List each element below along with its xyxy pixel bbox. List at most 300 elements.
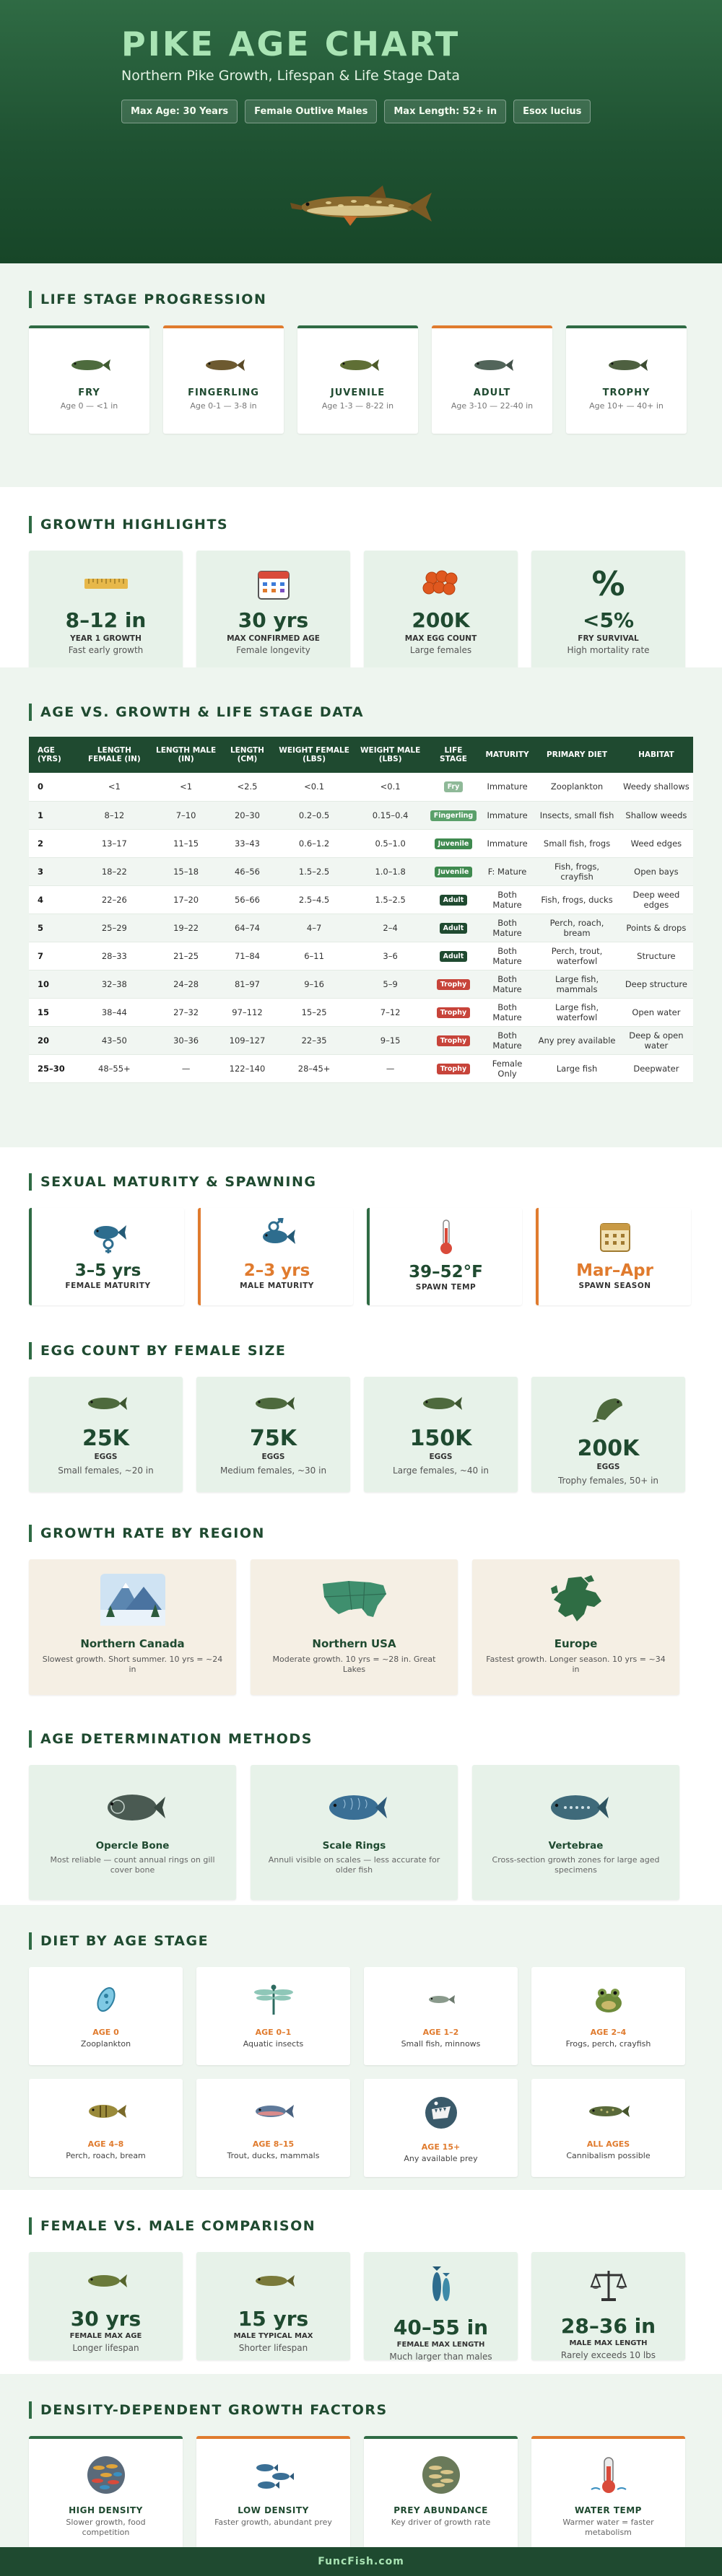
maturity-value: 39–52°F (409, 1263, 483, 1282)
table-cell: Both Mature (480, 942, 534, 970)
table-cell (427, 970, 480, 998)
region-cards (29, 1559, 693, 1695)
table-cell: 20 (29, 1026, 77, 1054)
diet-age: AGE 0–1 (255, 2028, 292, 2037)
table-cell: 11–15 (152, 829, 220, 857)
pike-jaw-icon (423, 2095, 459, 2131)
maturity-section (0, 1147, 722, 1313)
table-cell: 122–140 (220, 1054, 274, 1082)
pike-hero-icon (289, 178, 433, 232)
age-method-name: Vertebrae (548, 1840, 604, 1852)
region-note: Fastest growth. Longer season. 10 yrs = ~34 in (486, 1655, 666, 1674)
table-cell: Zooplankton (534, 773, 619, 801)
calendar-icon (597, 1218, 633, 1254)
table-cell: 18–22 (77, 857, 152, 885)
table-cell (427, 885, 480, 914)
table-cell: <0.1 (354, 773, 427, 801)
diet-card (531, 1967, 685, 2065)
trout-icon (252, 2095, 295, 2128)
highlight-note: Large females (409, 645, 472, 655)
highlight-label: FRY SURVIVAL (578, 634, 639, 643)
zooplankton-icon (90, 1983, 123, 2016)
diet-card (29, 1967, 183, 2065)
density-card (531, 2436, 685, 2549)
table-cell: 46–56 (220, 857, 274, 885)
vertebrae-fish-icon (544, 1789, 609, 1826)
col-length-cm: LENGTH (CM) (220, 737, 274, 773)
life-stage-badge: Juvenile (435, 867, 473, 877)
sex-compare-label: MALE TYPICAL MAX (233, 2332, 313, 2340)
table-cell: 4 (29, 885, 77, 914)
table-cell: 6–11 (274, 942, 354, 970)
density-name: WATER TEMP (575, 2505, 642, 2515)
table-cell: Deep & open water (619, 1026, 693, 1054)
pike-icon (252, 2266, 295, 2295)
maturity-label: SPAWN TEMP (415, 1283, 477, 1292)
diet-card (364, 1967, 518, 2065)
fish-icon (419, 1394, 463, 1413)
age-method-card (29, 1765, 236, 1900)
highlight-card (364, 551, 518, 670)
diet-note: Small fish, minnows (401, 2039, 481, 2049)
table-cell: Open water (619, 998, 693, 1026)
sex-compare-value: 30 yrs (70, 2307, 142, 2331)
life-stage-badge: Fingerling (430, 810, 477, 821)
hero-banner (0, 0, 722, 263)
table-cell: 9–16 (274, 970, 354, 998)
table-cell: Large fish, mammals (534, 970, 619, 998)
highlight-note: High mortality rate (567, 645, 650, 655)
eggs-section (0, 1313, 722, 1497)
life-stage-badge: Trophy (437, 1035, 470, 1046)
egg-label: EGGS (261, 1453, 285, 1461)
table-cell: Both Mature (480, 885, 534, 914)
pike-icon (587, 2095, 630, 2128)
age-method-note: Most reliable — count annual rings on gill cover bone (50, 1855, 215, 1875)
badge-max-length: Max Length: 52+ in (384, 100, 506, 123)
fish-icon (252, 1394, 295, 1413)
table-cell: Immature (480, 829, 534, 857)
sex-compare-card (531, 2252, 685, 2360)
eggs-title: EGG COUNT BY FEMALE SIZE (29, 1342, 693, 1359)
maturity-value: Mar–Apr (576, 1261, 653, 1280)
table-cell: Both Mature (480, 914, 534, 942)
table-cell: 9–15 (354, 1026, 427, 1054)
age-method-note: Cross-section growth zones for large aged specimens (492, 1855, 660, 1875)
life-stage-badge: Fry (444, 781, 464, 792)
table-cell: 15–18 (152, 857, 220, 885)
table-cell: Perch, trout, waterfowl (534, 942, 619, 970)
fish-icon (84, 1394, 128, 1413)
stage-range: Age 0-1 — 3-8 in (190, 401, 257, 411)
table-cell: Female Only (480, 1054, 534, 1082)
table-cell: Fish, frogs, crayfish (534, 857, 619, 885)
growth-table (29, 737, 693, 1083)
maturity-label: SPAWN SEASON (578, 1282, 651, 1290)
fry-fish-icon (68, 356, 111, 374)
table-cell: Shallow weeds (619, 801, 693, 829)
table-cell: — (152, 1054, 220, 1082)
age-methods-title: AGE DETERMINATION METHODS (29, 1730, 693, 1748)
water-temp-icon (588, 2455, 629, 2495)
minnow-icon (425, 1983, 458, 2016)
table-row (29, 1026, 693, 1054)
density-name: HIGH DENSITY (69, 2505, 143, 2515)
region-name: Europe (554, 1637, 598, 1650)
table-cell: Deepwater (619, 1054, 693, 1082)
col-life-stage: LIFE STAGE (427, 737, 480, 773)
ruler-icon (83, 575, 129, 592)
region-card (29, 1559, 236, 1695)
table-cell: Large fish, waterfowl (534, 998, 619, 1026)
percent-icon: % (591, 564, 625, 603)
age-method-card (251, 1765, 458, 1900)
diet-title: DIET BY AGE STAGE (29, 1932, 693, 1950)
age-method-name: Scale Rings (322, 1840, 386, 1852)
table-row (29, 970, 693, 998)
table-cell: 20–30 (220, 801, 274, 829)
diet-card (196, 1967, 350, 2065)
diet-section (0, 1905, 722, 2190)
diet-card (364, 2079, 518, 2177)
highlights-title: GROWTH HIGHLIGHTS (29, 516, 693, 533)
sex-compare-label: MALE MAX LENGTH (569, 2339, 648, 2347)
eggs-icon (422, 568, 461, 600)
table-cell: Large fish (534, 1054, 619, 1082)
table-cell: 3–6 (354, 942, 427, 970)
table-cell (427, 914, 480, 942)
dragonfly-icon (252, 1983, 295, 2016)
thermometer-icon (435, 1218, 457, 1256)
density-card (29, 2436, 183, 2549)
table-cell: Deep structure (619, 970, 693, 998)
table-title: AGE VS. GROWTH & LIFE STAGE DATA (29, 704, 693, 721)
diet-note: Cannibalism possible (566, 2151, 651, 2160)
stage-range: Age 1-3 — 8-22 in (321, 401, 394, 411)
diet-age: AGE 2–4 (590, 2028, 627, 2037)
table-cell (427, 801, 480, 829)
male-fish-icon (258, 1218, 297, 1254)
footer (0, 2547, 722, 2576)
table-cell: Small fish, frogs (534, 829, 619, 857)
table-row (29, 857, 693, 885)
life-stage-badge: Adult (440, 895, 468, 906)
diet-note: Trout, ducks, mammals (227, 2151, 320, 2160)
stage-name: JUVENILE (330, 387, 386, 398)
mountain-forest-icon (100, 1574, 165, 1626)
sex-compare-card (29, 2252, 183, 2360)
col-diet: PRIMARY DIET (534, 737, 619, 773)
table-cell: 97–112 (220, 998, 274, 1026)
diet-card (196, 2079, 350, 2177)
table-cell: 3 (29, 857, 77, 885)
age-method-cards (29, 1765, 693, 1900)
egg-note: Medium females, ~30 in (219, 1466, 327, 1476)
table-cell: F: Mature (480, 857, 534, 885)
jumping-fish-icon (591, 1394, 627, 1423)
diet-age: AGE 15+ (421, 2142, 461, 2152)
table-cell: 1.0–1.8 (354, 857, 427, 885)
table-cell: Any prey available (534, 1026, 619, 1054)
table-cell: Weed edges (619, 829, 693, 857)
table-cell: 43–50 (77, 1026, 152, 1054)
table-cell: 64–74 (220, 914, 274, 942)
life-stage-badge: Trophy (437, 1064, 470, 1074)
table-cell: Fish, frogs, ducks (534, 885, 619, 914)
table-cell: 13–17 (77, 829, 152, 857)
table-cell: 27–32 (152, 998, 220, 1026)
density-note: Warmer water = faster metabolism (562, 2518, 654, 2537)
col-age: AGE (YRS) (29, 737, 77, 773)
table-cell: 1.5–2.5 (354, 885, 427, 914)
table-cell (427, 998, 480, 1026)
stage-range: Age 0 — <1 in (60, 401, 118, 411)
life-stage-badge: Trophy (437, 1007, 470, 1018)
table-row (29, 829, 693, 857)
table-cell: 0.6–1.2 (274, 829, 354, 857)
table-cell: 22–26 (77, 885, 152, 914)
maturity-label: FEMALE MATURITY (65, 1282, 151, 1290)
page-subtitle: Northern Pike Growth, Lifespan & Life Stage Data (121, 68, 460, 84)
life-stage-section (0, 263, 722, 487)
table-cell: Perch, roach, bream (534, 914, 619, 942)
few-fish-icon (252, 2455, 295, 2495)
region-card (251, 1559, 458, 1695)
highlight-card (531, 551, 685, 670)
table-section (0, 667, 722, 1147)
egg-value: 25K (82, 1426, 129, 1451)
highlight-value: 30 yrs (238, 608, 309, 632)
density-cards (29, 2436, 693, 2549)
egg-card (29, 1377, 183, 1492)
table-body (29, 773, 693, 1082)
col-weight-female: WEIGHT FEMALE (LBS) (274, 737, 354, 773)
age-method-name: Opercle Bone (95, 1840, 170, 1852)
sex-compare-title: FEMALE VS. MALE COMPARISON (29, 2217, 693, 2235)
egg-note: Large females, ~40 in (393, 1466, 489, 1476)
sex-compare-card (196, 2252, 350, 2360)
juvenile-fish-icon (336, 356, 380, 374)
maturity-value: 2–3 yrs (243, 1261, 310, 1280)
table-cell: 0 (29, 773, 77, 801)
egg-label: EGGS (429, 1453, 453, 1461)
sex-compare-cards (29, 2252, 693, 2360)
table-cell: 48–55+ (77, 1054, 152, 1082)
table-cell: <1 (152, 773, 220, 801)
table-cell: 1.5–2.5 (274, 857, 354, 885)
maturity-value: 3–5 yrs (74, 1261, 142, 1280)
diet-age: AGE 0 (92, 2028, 119, 2037)
table-cell: <1 (77, 773, 152, 801)
diet-note: Any available prey (404, 2154, 478, 2163)
table-cell: 2 (29, 829, 77, 857)
diet-age: AGE 4–8 (87, 2139, 124, 2149)
scale-fish-icon (322, 1789, 387, 1826)
table-cell: 17–20 (152, 885, 220, 914)
table-cell: Structure (619, 942, 693, 970)
table-cell: <2.5 (220, 773, 274, 801)
table-header-row (29, 737, 693, 773)
table-cell: Insects, small fish (534, 801, 619, 829)
table-cell (427, 829, 480, 857)
age-method-note: Annuli visible on scales — less accurate for older fish (268, 1855, 440, 1875)
life-stage-title: LIFE STAGE PROGRESSION (29, 291, 693, 308)
table-cell: 0.2–0.5 (274, 801, 354, 829)
sex-compare-note: Much larger than males (389, 2352, 492, 2362)
table-cell: 2–4 (354, 914, 427, 942)
stage-range: Age 3-10 — 22-40 in (451, 401, 534, 411)
highlight-value: <5% (583, 608, 634, 632)
table-cell: 0.5–1.0 (354, 829, 427, 857)
table-row (29, 801, 693, 829)
perch-icon (84, 2095, 128, 2128)
diet-age: ALL AGES (586, 2139, 630, 2149)
stage-card-juvenile (297, 325, 418, 434)
table-cell: Both Mature (480, 1026, 534, 1054)
badge-max-age: Max Age: 30 Years (121, 100, 238, 123)
egg-label: EGGS (596, 1463, 620, 1471)
region-note: Moderate growth. 10 yrs = ~28 in. Great Lakes (272, 1655, 436, 1674)
table-cell: 32–38 (77, 970, 152, 998)
stage-card-adult (432, 325, 552, 434)
table-cell: 19–22 (152, 914, 220, 942)
sex-compare-card (364, 2252, 518, 2360)
table-cell: 22–35 (274, 1026, 354, 1054)
europe-map-icon (544, 1574, 609, 1626)
highlight-label: MAX CONFIRMED AGE (227, 634, 320, 643)
table-cell (427, 857, 480, 885)
region-name: Northern Canada (80, 1637, 185, 1650)
table-row (29, 885, 693, 914)
sex-compare-section (0, 2190, 722, 2374)
table-cell: Both Mature (480, 998, 534, 1026)
table-cell: 15–25 (274, 998, 354, 1026)
age-method-card (472, 1765, 679, 1900)
table-cell: Points & drops (619, 914, 693, 942)
footer-link[interactable]: FuncFish.com (318, 2556, 404, 2567)
table-cell: <0.1 (274, 773, 354, 801)
school-of-fish-icon (86, 2455, 126, 2495)
diet-note: Aquatic insects (243, 2039, 304, 2049)
maturity-card (198, 1208, 353, 1305)
highlight-note: Fast early growth (68, 645, 144, 655)
hero-badges (121, 100, 722, 123)
highlight-note: Female longevity (236, 645, 310, 655)
diet-note: Zooplankton (80, 2039, 131, 2049)
density-name: PREY ABUNDANCE (393, 2505, 488, 2515)
table-cell: 0.15–0.4 (354, 801, 427, 829)
table-cell: 15 (29, 998, 77, 1026)
table-cell: 8–12 (77, 801, 152, 829)
table-cell (427, 1054, 480, 1082)
table-cell: 4–7 (274, 914, 354, 942)
diet-card (29, 2079, 183, 2177)
page-title: PIKE AGE CHART (121, 25, 461, 63)
diet-note: Frogs, perch, crayfish (565, 2039, 651, 2049)
table-cell: 1 (29, 801, 77, 829)
maturity-card (29, 1208, 184, 1305)
table-cell: 38–44 (77, 998, 152, 1026)
col-length-female: LENGTH FEMALE (IN) (77, 737, 152, 773)
adult-fish-icon (471, 356, 514, 374)
region-name: Northern USA (312, 1637, 396, 1650)
table-cell: 56–66 (220, 885, 274, 914)
highlight-label: MAX EGG COUNT (404, 634, 477, 643)
age-methods-section (0, 1703, 722, 1905)
highlights-section (0, 487, 722, 667)
sex-compare-label: FEMALE MAX AGE (69, 2332, 142, 2340)
col-length-male: LENGTH MALE (IN) (152, 737, 220, 773)
highlight-value: 200K (412, 608, 470, 632)
sex-compare-note: Rarely exceeds 10 lbs (560, 2350, 656, 2360)
sex-compare-value: 40–55 in (393, 2316, 489, 2339)
region-title: GROWTH RATE BY REGION (29, 1525, 693, 1542)
table-cell: — (354, 1054, 427, 1082)
opercle-fish-icon (100, 1789, 165, 1826)
egg-note: Small females, ~20 in (58, 1466, 154, 1476)
egg-note: Trophy females, 50+ in (557, 1476, 659, 1486)
table-cell: 21–25 (152, 942, 220, 970)
table-cell: 81–97 (220, 970, 274, 998)
stage-card-fingerling (163, 325, 284, 434)
stage-card-fry (29, 325, 149, 434)
stage-name: FINGERLING (188, 387, 259, 398)
stage-range: Age 10+ — 40+ in (589, 401, 664, 411)
table-cell: 24–28 (152, 970, 220, 998)
life-stage-badge: Adult (440, 951, 468, 962)
table-cell: 109–127 (220, 1026, 274, 1054)
diet-grid (29, 1967, 693, 2177)
sex-compare-value: 28–36 in (560, 2314, 656, 2338)
table-row (29, 942, 693, 970)
life-stage-badge: Trophy (437, 979, 470, 990)
egg-label: EGGS (94, 1453, 118, 1461)
region-card (472, 1559, 679, 1695)
table-cell: Open bays (619, 857, 693, 885)
table-cell: Deep weed edges (619, 885, 693, 914)
col-weight-male: WEIGHT MALE (LBS) (354, 737, 427, 773)
usa-map-icon (320, 1574, 389, 1626)
calendar-icon (256, 566, 292, 602)
diet-note: Perch, roach, bream (66, 2151, 146, 2160)
life-stage-badge: Adult (440, 923, 468, 934)
highlight-label: YEAR 1 GROWTH (70, 634, 142, 643)
table-cell: 7–10 (152, 801, 220, 829)
table-cell: Immature (480, 801, 534, 829)
frog-icon (591, 1983, 627, 2016)
table-cell: 25–29 (77, 914, 152, 942)
egg-value: 200K (577, 1436, 640, 1461)
stage-name: FRY (78, 387, 100, 398)
table-cell (427, 1026, 480, 1054)
region-section (0, 1497, 722, 1703)
table-row (29, 1054, 693, 1082)
highlight-card (29, 551, 183, 670)
sex-compare-label: FEMALE MAX LENGTH (396, 2341, 485, 2349)
maturity-label: MALE MATURITY (240, 1282, 314, 1290)
badge-species: Esox lucius (513, 100, 591, 123)
egg-card (196, 1377, 350, 1492)
egg-card (364, 1377, 518, 1492)
fingerling-fish-icon (202, 356, 245, 374)
table-row (29, 773, 693, 801)
table-cell: 5 (29, 914, 77, 942)
col-maturity: MATURITY (480, 737, 534, 773)
sex-compare-note: Shorter lifespan (238, 2343, 308, 2353)
table-row (29, 914, 693, 942)
table-cell: 7 (29, 942, 77, 970)
stage-name: TROPHY (602, 387, 651, 398)
